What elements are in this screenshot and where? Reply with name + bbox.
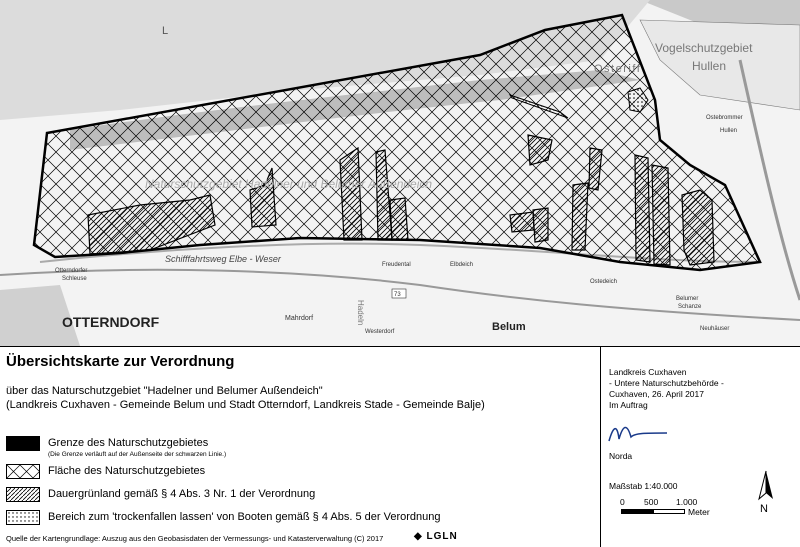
label-freudental: Freudental <box>382 262 411 268</box>
hatch-area-5 <box>390 198 408 240</box>
label-otterndorfer-2: Schleuse <box>62 276 87 282</box>
hatch-area-6 <box>528 135 552 165</box>
legend-item-grassland: Dauergrünland gemäß § 4 Abs. 3 Nr. 1 der Verordnung <box>48 488 316 500</box>
north-label: N <box>760 503 768 515</box>
lgln-logo-icon: ◆ <box>414 531 423 542</box>
hatch-area-9 <box>572 183 588 250</box>
hatch-area-8 <box>533 208 548 242</box>
label-vogelschutz-2: Hullen <box>692 59 727 73</box>
lgln-logo <box>414 531 458 542</box>
hatch-area-3 <box>340 148 362 240</box>
label-mahrdorf: Mahrdorf <box>285 315 314 322</box>
signature-image <box>605 419 675 447</box>
legend-item-boats: Bereich zum 'trockenfallen lassen' von Booten gemäß § 4 Abs. 5 der Verordnung <box>48 511 441 523</box>
authority-line-4: Im Auftrag <box>609 400 648 410</box>
label-ostedeich: Ostedeich <box>590 279 618 285</box>
north-arrow-icon <box>756 469 776 503</box>
scale-tick-1000: 1.000 <box>676 497 698 507</box>
label-belumer-2: Schanze <box>678 304 702 310</box>
signer-name: Norda <box>609 451 633 461</box>
hatch-area-12 <box>652 165 670 265</box>
dotted-swatch <box>6 510 40 525</box>
label-elbdeich: Elbdeich <box>450 262 474 268</box>
label-hullen-small: Hullen <box>720 128 738 134</box>
scale-tick-0: 0 <box>620 497 625 507</box>
label-letter-l: L <box>162 25 169 37</box>
legend-panel <box>0 346 800 546</box>
label-westerdorf: Westerdorf <box>365 329 395 335</box>
legend-title: Übersichtskarte zur Verordnung <box>6 353 235 370</box>
authority-line-3: Cuxhaven, 26. April 2017 <box>609 389 704 399</box>
diagonal-hatch-swatch <box>6 487 40 502</box>
label-otterndorf: OTTERNDORF <box>62 314 160 330</box>
label-otterndorfer-1: Otterndorfer <box>55 268 88 274</box>
label-hadeln: Hadeln <box>356 300 365 326</box>
hatch-area-13 <box>682 190 714 265</box>
scale-bar-white <box>653 509 685 514</box>
legend-item-boundary-note: (Die Grenze verläuft auf der Außenseite der schwarzen Linie.) <box>48 451 227 458</box>
label-belumer-1: Belumer <box>676 296 699 302</box>
legend-subtitle-1: über das Naturschutzgebiet "Hadelner und Belumer Außendeich" <box>6 385 323 397</box>
panel-divider <box>600 347 601 547</box>
hatch-area-7 <box>510 212 534 232</box>
label-belum: Belum <box>492 321 526 333</box>
label-road-number: 73 <box>394 292 401 298</box>
scale-tick-500: 500 <box>644 497 659 507</box>
map-source: Quelle der Kartengrundlage: Auszug aus den Geobasisdaten der Vermessungs- und Katasterverwaltung (C) 2017 <box>6 534 384 543</box>
authority-line-2: - Untere Naturschutzbehörde - <box>609 378 724 388</box>
label-schiffahrtsweg: Schifffahrtsweg Elbe - Weser <box>165 254 281 264</box>
scale-bar-black <box>621 509 653 514</box>
legend-item-boundary: Grenze des Naturschutzgebietes <box>48 437 209 449</box>
legend-subtitle-2: (Landkreis Cuxhaven - Gemeinde Belum und Stadt Otterndorf, Landkreis Stade - Gemeinde Balje) <box>6 399 485 411</box>
hatch-area-11 <box>635 155 650 262</box>
label-ostebrommer: Ostebrommer <box>706 115 743 121</box>
crosshatch-swatch <box>6 464 40 479</box>
label-neuhauser: Neuhäuser <box>700 326 730 332</box>
legend-item-area: Fläche des Naturschutzgebietes <box>48 465 206 477</box>
label-osteriff: Osteriff <box>594 63 642 75</box>
label-vogelschutz-1: Vogelschutzgebiet <box>655 41 753 55</box>
authority-line-1: Landkreis Cuxhaven <box>609 367 687 377</box>
scale-label: Maßstab 1:40.000 <box>609 481 678 491</box>
label-nsg-faint: Naturschutzgebiet Hadelner und Belumer Außendeich <box>145 177 433 191</box>
scale-unit: Meter <box>688 507 710 517</box>
lgln-logo-text: LGLN <box>426 531 458 542</box>
solid-black-swatch <box>6 436 40 451</box>
